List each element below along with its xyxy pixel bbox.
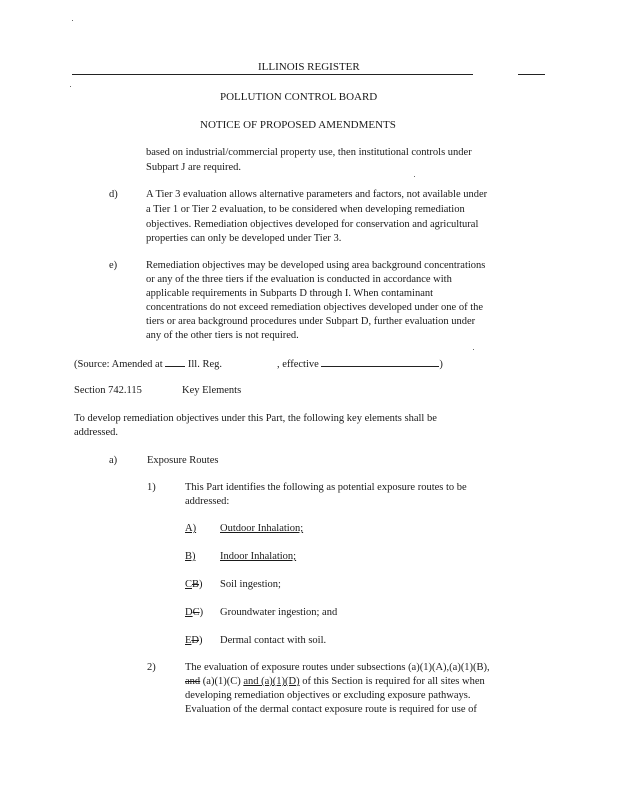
route-e-label: ED) [185, 635, 203, 646]
route-d-label: DC) [185, 607, 204, 618]
route-c-text: Soil ingestion; [220, 579, 281, 590]
scan-speck [473, 349, 474, 350]
section-title: Key Elements [182, 385, 242, 396]
route-d-text: Groundwater ingestion; and [220, 607, 338, 618]
page-number-blank [518, 74, 545, 75]
board-title: POLLUTION CONTROL BOARD [220, 91, 378, 103]
item-2-label: 2) [147, 662, 156, 673]
route-a-label: A) [185, 523, 197, 534]
section-number: Section 742.115 [74, 385, 142, 396]
source-note: (Source: Amended at Ill. Reg. , effective ) [74, 359, 443, 370]
item-a-title: Exposure Routes [147, 455, 219, 466]
route-a-text: Outdoor Inhalation; [220, 523, 304, 534]
item-a-label: a) [109, 455, 118, 466]
route-b-text: Indoor Inhalation; [220, 551, 297, 562]
route-c-label: CB) [185, 579, 203, 590]
scan-speck [72, 20, 73, 21]
item-e-label: e) [109, 260, 118, 271]
item-d-label: d) [109, 189, 118, 200]
item-1-label: 1) [147, 482, 156, 493]
route-e-text: Dermal contact with soil. [220, 635, 327, 646]
register-title: ILLINOIS REGISTER [258, 61, 360, 73]
notice-title: NOTICE OF PROPOSED AMENDMENTS [200, 119, 396, 131]
scan-speck [70, 86, 71, 87]
route-b-label: B) [185, 551, 196, 562]
scan-speck [414, 176, 415, 177]
header-rule [72, 74, 473, 75]
